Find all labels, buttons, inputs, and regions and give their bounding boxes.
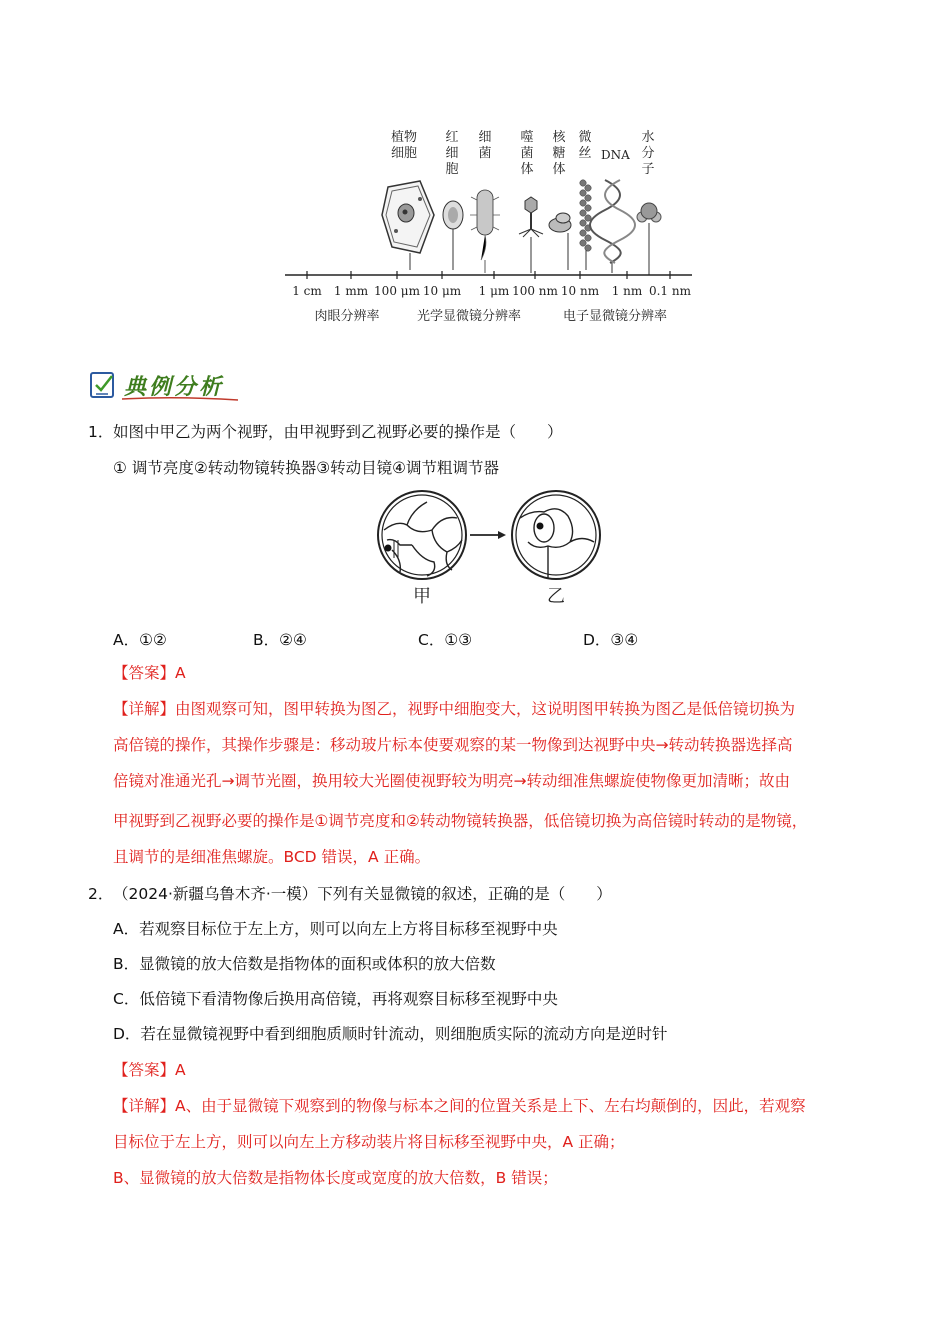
tick-label: 1 μm [478, 284, 510, 298]
field-label-jia: 甲 [413, 586, 431, 607]
tick-label: 10 μm [422, 284, 462, 298]
tick-label: 10 nm [560, 284, 600, 298]
q2-option-b[interactable]: B．显微镜的放大倍数是指物体的面积或体积的放大倍数 [113, 955, 496, 973]
tick-label: 0.1 nm [648, 284, 692, 298]
q2-number: 2． [88, 885, 114, 903]
label-dna: DNA [601, 148, 630, 162]
water-molecule-drawing [637, 203, 661, 275]
q1-analysis-line: 高倍镜的操作，其操作步骤是：移动玻片标本使要观察的某一物像到达视野中央→转动转换器选择高 [113, 736, 793, 754]
q1-option-d[interactable]: D．③④ [583, 631, 639, 649]
phage-drawing [519, 197, 543, 273]
q1-answer: 【答案】A [113, 664, 186, 682]
field-label-yi: 乙 [547, 586, 565, 607]
q2-analysis-line: B、显微镜的放大倍数是指物体长度或宽度的放大倍数，B 错误； [113, 1169, 558, 1187]
label-water-molecule: 水分子 [641, 130, 655, 177]
range-light-microscope: 光学显微镜分辨率 [416, 309, 522, 324]
microscope-fields-figure [372, 490, 612, 610]
q1-option-b[interactable]: B．②④ [253, 631, 307, 649]
size-scale-figure [280, 125, 700, 330]
q1-stem: 如图中甲乙为两个视野，由甲视野到乙视野必要的操作是（ ） [113, 423, 563, 441]
q1-number: 1． [88, 423, 114, 441]
q1-option-c[interactable]: C．①③ [418, 631, 473, 649]
tick-label: 1 nm [611, 284, 643, 298]
q2-stem: （2024·新疆乌鲁木齐·一模）下列有关显微镜的叙述，正确的是（ ） [113, 885, 612, 903]
plant-cell-drawing [382, 181, 434, 270]
label-red-blood-cell: 红细胞 [445, 130, 459, 177]
q2-option-d[interactable]: D．若在显微镜视野中看到细胞质顺时针流动，则细胞质实际的流动方向是逆时针 [113, 1025, 668, 1043]
q1-analysis-line: 且调节的是细准焦螺旋。BCD 错误，A 正确。 [113, 848, 431, 866]
q1-analysis-line: 【详解】由图观察可知，图甲转换为图乙，视野中细胞变大，这说明图甲转换为图乙是低倍镜切换为 [113, 700, 796, 718]
q2-option-c[interactable]: C．低倍镜下看清物像后换用高倍镜，再将观察目标移至视野中央 [113, 990, 558, 1008]
label-phage: 噬菌体 [520, 130, 534, 177]
label-plant-cell: 植物细胞 [390, 130, 418, 161]
q2-option-a[interactable]: A．若观察目标位于左上方，则可以向左上方将目标移至视野中央 [113, 920, 558, 938]
tick-label: 100 nm [512, 284, 558, 298]
q1-analysis-line: 甲视野到乙视野必要的操作是①调节亮度和②转动物镜转换器，低倍镜切换为高倍镜时转动的是物镜， [113, 812, 808, 830]
red-blood-cell-drawing [443, 201, 463, 270]
field-jia [378, 491, 466, 579]
tick-label: 100 μm [374, 284, 420, 298]
label-ribosome: 核糖体 [552, 130, 566, 177]
q2-analysis-line: 【详解】A、由于显微镜下观察到的物像与标本之间的位置关系是上下、左右均颠倒的，因此，若观察 [113, 1097, 806, 1115]
dna-drawing [590, 180, 635, 273]
q1-option-a[interactable]: A．①② [113, 631, 167, 649]
label-microfilament: 微丝 [578, 130, 592, 161]
q1-items: ① 调节亮度②转动物镜转换器③转动目镜④调节粗调节器 [113, 459, 500, 477]
label-bacteria: 细菌 [478, 130, 492, 161]
field-yi [512, 491, 600, 579]
tick-label: 1 cm [292, 284, 322, 298]
q2-analysis-line: 目标位于左上方，则可以向左上方移动装片将目标移至视野中央，A 正确； [113, 1133, 625, 1151]
bacterium-drawing [470, 190, 500, 273]
q1-analysis-line: 倍镜对准通光孔→调节光圈，换用较大光圈使视野较为明亮→转动细准焦螺旋使物像更加清晰；故由 [113, 772, 790, 790]
section-title: 典例分析 [124, 374, 225, 400]
ribosome-drawing [549, 213, 571, 270]
range-electron-microscope: 电子显微镜分辨率 [562, 309, 668, 324]
range-naked-eye: 肉眼分辨率 [314, 309, 380, 324]
q2-answer: 【答案】A [113, 1061, 186, 1079]
tick-label: 1 mm [333, 284, 369, 298]
